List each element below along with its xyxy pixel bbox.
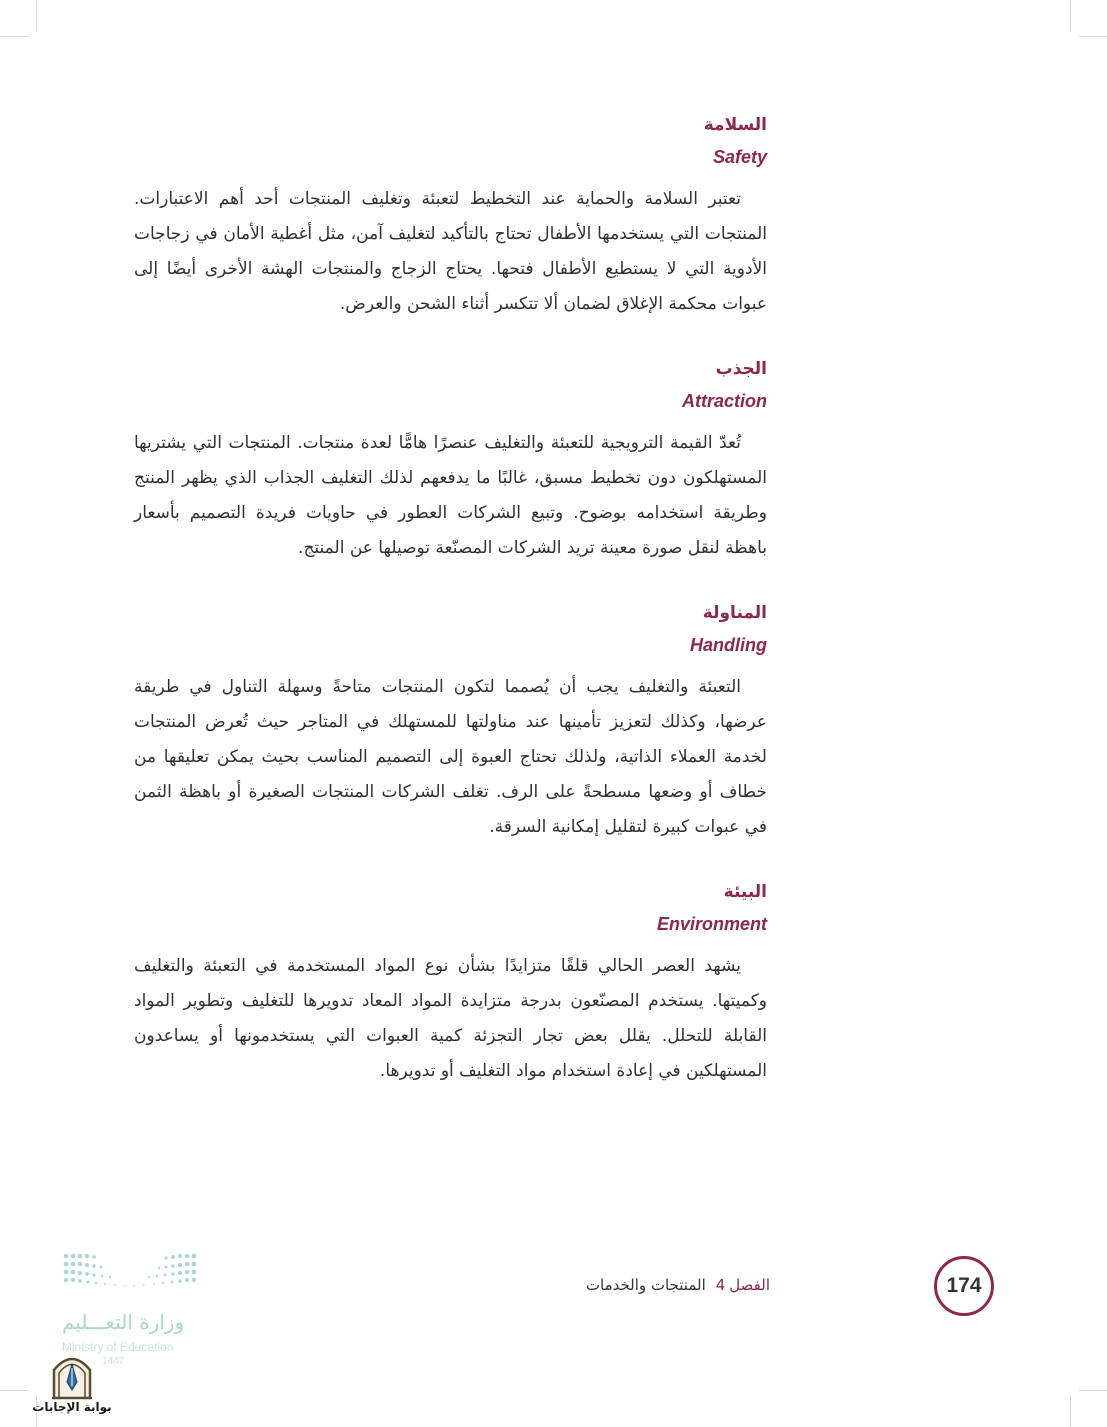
- section-title-en: Safety: [712, 147, 767, 167]
- ministry-name-ar: وزارة التعـــليم: [62, 1310, 185, 1334]
- section-title-en: Attraction: [682, 391, 767, 411]
- section-paragraph: التعبئة والتغليف يجب أن يُصمما لتكون المنتجات متاحةً وسهلة التناول في طريقة عرضها، وكذلك لتعزيز تأمينها عند مناولتها للمستهلك في المتاجر حيث تُعرض المنتجات لخدمة العملاء الذاتية، ولذلك تحتاج العبوة إلى التصميم المناسب بحيث يمكن تعليقها من خطاف أو وضعها مسطحةً على الرف. تغلف الشركات المنتجات الصغيرة أو باهظة الثمن في عبوات كبيرة لتقليل إمكانية السرقة.: [134, 677, 767, 837]
- section-paragraph: يشهد العصر الحالي قلقًا متزايدًا بشأن نوع المواد المستخدمة في التعبئة والتغليف وكميتها. يستخدم المصنّعون بدرجة متزايدة المواد المعاد تدويرها للتغليف وتطوير المواد القابلة للتحلل. يقلل بعض تجار التجزئة كمية العبوات التي يستخدمونها أو يساعدون المستهلكين في إعادة استخدام مواد التغليف أو تدويرها.: [134, 956, 767, 1081]
- section-paragraph: تعتبر السلامة والحماية عند التخطيط لتعبئة وتغليف المنتجات أحد أهم الاعتبارات. المنتجات التي يستخدمها الأطفال تحتاج بالتأكيد لتغليف آمن، مثل أغطية الأمان في زجاجات الأدوية التي لا يستطيع الأطفال فتحها. يحتاج الزجاج والمنتجات الهشة الأخرى أيضًا إلى عبوات محكمة الإغلاق لضمان ألا تتكسر أثناء الشحن والعرض.: [134, 189, 767, 314]
- section-safety: [134, 108, 767, 322]
- chapter-title: المنتجات والخدمات: [585, 1276, 706, 1294]
- section-title-en: Handling: [690, 635, 767, 655]
- crop-mark: [36, 0, 37, 32]
- crop-mark: [1070, 0, 1071, 32]
- crop-mark: [1070, 1395, 1071, 1427]
- chapter-number: 4: [715, 1276, 726, 1294]
- crop-mark: [0, 1390, 28, 1391]
- section-handling: [134, 596, 767, 845]
- page-number: 174: [934, 1256, 994, 1316]
- section-title-ar: السلامة: [703, 115, 767, 135]
- chapter-label: الفصل: [729, 1276, 770, 1294]
- section-title-ar: الجذب: [715, 359, 767, 379]
- section-attraction: [134, 352, 767, 566]
- ministry-year: 1447: [102, 1356, 125, 1367]
- mosque-pen-icon: [32, 1348, 112, 1400]
- portal-label: بوابة الإجابات: [32, 1400, 112, 1414]
- chapter-footer: [540, 1276, 770, 1294]
- section-title-ar: المناولة: [702, 603, 767, 623]
- section-paragraph: تُعدّ القيمة الترويجية للتعبئة والتغليف عنصرًا هامًّا لعدة منتجات. المنتجات التي يشتريها المستهلكون دون تخطيط مسبق، غالبًا ما يدفعهم لذلك التغليف الجذاب الذي يظهر المنتج وطريقة استخدامه بوضوح. وتبيع الشركات العطور في حاويات فريدة التصميم بأسعار باهظة لنقل صورة معينة تريد الشركات المصنّعة توصيلها عن المنتج.: [134, 433, 767, 558]
- crop-mark: [1079, 36, 1107, 37]
- crop-mark: [1079, 1390, 1107, 1391]
- section-environment: [134, 875, 767, 1089]
- section-title-en: Environment: [656, 914, 767, 934]
- ministry-name-en: Ministry of Education: [62, 1340, 174, 1354]
- crop-mark: [0, 36, 28, 37]
- answers-portal-watermark: [32, 1348, 112, 1420]
- ministry-dots-icon: [62, 1252, 202, 1292]
- section-title-ar: البيئة: [723, 882, 767, 902]
- page-content: [134, 108, 767, 1119]
